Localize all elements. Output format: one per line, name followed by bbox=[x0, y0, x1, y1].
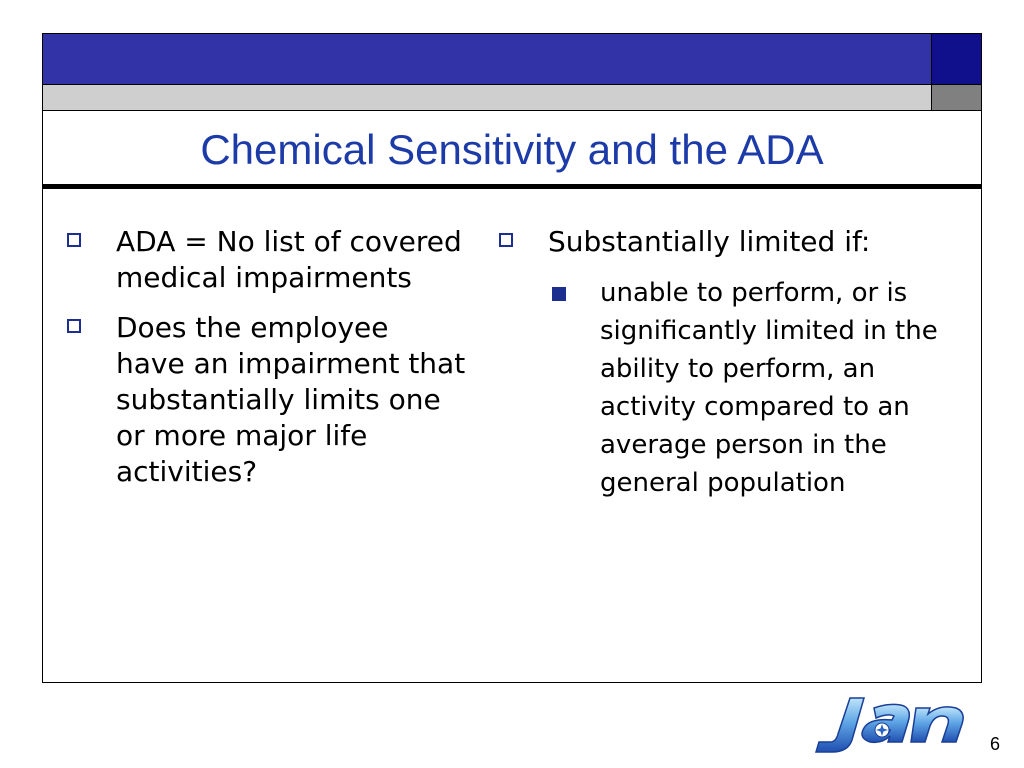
filled-square-bullet-icon bbox=[552, 287, 566, 301]
jan-logo-icon bbox=[812, 688, 974, 754]
hollow-square-bullet-icon bbox=[67, 319, 81, 333]
list-item bbox=[498, 224, 968, 260]
list-item bbox=[66, 224, 466, 296]
page-number: 6 bbox=[990, 734, 1001, 754]
sub-list-item bbox=[552, 274, 968, 502]
right-column bbox=[498, 224, 968, 502]
header-band-gray bbox=[43, 85, 932, 111]
hollow-square-bullet-icon bbox=[499, 233, 513, 247]
header-band-blue bbox=[43, 34, 932, 85]
bullet-text: ADA = No list of covered medical impairments bbox=[116, 225, 462, 294]
bullet-text: Substantially limited if: bbox=[548, 225, 871, 258]
header-corner-square-blue bbox=[932, 34, 981, 85]
header-corner-square-gray bbox=[932, 85, 981, 111]
sub-bullet-text: unable to perform, or is significantly limited in the ability to perform, an activity compared to an average person in the general population bbox=[600, 278, 938, 498]
left-column bbox=[66, 224, 466, 504]
list-item bbox=[66, 310, 466, 490]
bullet-text: Does the employee have an impairment that substantially limits one or more major life activities? bbox=[116, 311, 466, 488]
hollow-square-bullet-icon bbox=[67, 233, 81, 247]
title-divider bbox=[43, 184, 981, 189]
slide-title: Chemical Sensitivity and the ADA bbox=[200, 126, 824, 173]
